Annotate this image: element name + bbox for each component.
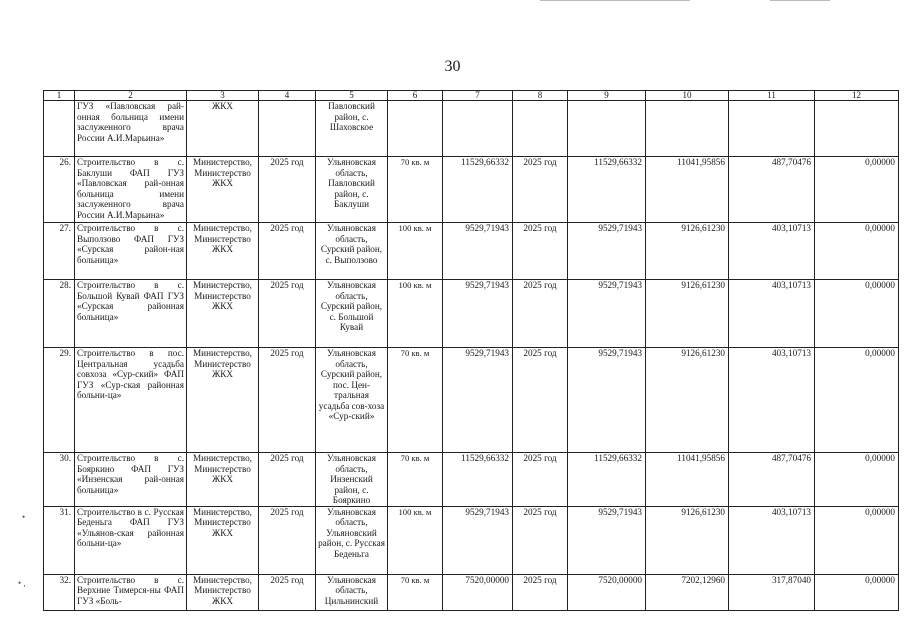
table-cell-c2: Строительство в с. Бояркино ФАП ГУЗ «Инзенская рай-онная больница» xyxy=(75,453,187,507)
table-cell-c9: 9529,71943 xyxy=(568,348,646,453)
table-cell-c6: 100 кв. м xyxy=(388,223,443,280)
table-cell-c1: 31. xyxy=(44,506,75,574)
table-cell-c12: 0,00000 xyxy=(815,348,899,453)
table-cell-c2: Строительство в с. Русская Беденьга ФАП ГУЗ «Ульянов-ская районная больни-ца» xyxy=(75,506,187,574)
table-cell-c2: Строительство в с. Выползово ФАП ГУЗ «Сурская район-ная больница» xyxy=(75,223,187,280)
table-cell-c12: 0,00000 xyxy=(815,223,899,280)
table-cell-c3: Министерство, Министерство ЖКХ xyxy=(187,223,259,280)
table-cell-c10: 9126,61230 xyxy=(646,348,729,453)
table-cell-c1: 26. xyxy=(44,157,75,223)
table-cell-c10: 11041,95856 xyxy=(646,157,729,223)
data-table xyxy=(43,90,899,611)
scan-edge-line xyxy=(540,0,690,1)
table-cell-c11: 487,70476 xyxy=(729,453,815,507)
header-cell: 8 xyxy=(513,91,568,101)
table-cell-c5: Ульяновская область, Павловский район, с. Баклуши xyxy=(316,157,388,223)
table-cell-c9: 11529,66332 xyxy=(568,157,646,223)
table-row xyxy=(44,453,899,507)
table-cell-c2: ГУЗ «Павловская рай-онная больница имени заслуженного врача России А.И.Марьина» xyxy=(75,101,187,157)
table-row xyxy=(44,280,899,348)
table-body xyxy=(44,91,899,611)
table-cell-c2: Строительство в с. Верхние Тимерся-ны ФАП ГУЗ «Боль- xyxy=(75,574,187,610)
table-row xyxy=(44,223,899,280)
table-header-row xyxy=(44,91,899,101)
table-cell-c1: 27. xyxy=(44,223,75,280)
header-cell: 10 xyxy=(646,91,729,101)
table-cell-c9: 7520,00000 xyxy=(568,574,646,610)
table-cell-c8: 2025 год xyxy=(513,506,568,574)
table-cell-c11: 487,70476 xyxy=(729,157,815,223)
table-cell-c8: 2025 год xyxy=(513,453,568,507)
table-cell-c11: 403,10713 xyxy=(729,280,815,348)
table-row xyxy=(44,574,899,610)
table-cell-c6: 70 кв. м xyxy=(388,157,443,223)
header-cell: 9 xyxy=(568,91,646,101)
table-cell-c12: 0,00000 xyxy=(815,280,899,348)
table-cell-c3: Министерство, Министерство ЖКХ xyxy=(187,506,259,574)
page-number: 30 xyxy=(444,58,461,75)
table-cell-c8: 2025 год xyxy=(513,348,568,453)
table-cell-c5: Ульяновская область, Инзенский район, с. Бояркино xyxy=(316,453,388,507)
table-cell-c8: 2025 год xyxy=(513,574,568,610)
table-cell-c5: Ульяновская область, Сурский район, с. Выползово xyxy=(316,223,388,280)
table-cell-c10: 9126,61230 xyxy=(646,506,729,574)
header-cell: 2 xyxy=(75,91,187,101)
table-cell-c8 xyxy=(513,101,568,157)
table-cell-c11: 403,10713 xyxy=(729,506,815,574)
header-cell: 7 xyxy=(443,91,513,101)
table-cell-c11: 403,10713 xyxy=(729,223,815,280)
header-cell: 6 xyxy=(388,91,443,101)
table-cell-c7: 7520,00000 xyxy=(443,574,513,610)
table-cell-c9: 11529,66332 xyxy=(568,453,646,507)
table-cell-c2: Строительство в с. Баклуши ФАП ГУЗ «Павловская рай-онная больница имени заслуженного врача России А.И.Марьина» xyxy=(75,157,187,223)
table-cell-c1: 32. xyxy=(44,574,75,610)
table-cell-c9: 9529,71943 xyxy=(568,506,646,574)
table-cell-c12: 0,00000 xyxy=(815,453,899,507)
table-cell-c9: 9529,71943 xyxy=(568,223,646,280)
margin-mark: • , xyxy=(18,578,26,588)
table-cell-c10 xyxy=(646,101,729,157)
table-row xyxy=(44,157,899,223)
table-cell-c11: 403,10713 xyxy=(729,348,815,453)
table-cell-c4: 2025 год xyxy=(259,280,316,348)
table-cell-c12: 0,00000 xyxy=(815,506,899,574)
table-cell-c1: 29. xyxy=(44,348,75,453)
header-cell: 11 xyxy=(729,91,815,101)
header-cell: 3 xyxy=(187,91,259,101)
table-cell-c10: 9126,61230 xyxy=(646,280,729,348)
table-cell-c7: 11529,66332 xyxy=(443,157,513,223)
table-row xyxy=(44,348,899,453)
margin-mark: • xyxy=(22,512,26,522)
table-cell-c7: 9529,71943 xyxy=(443,280,513,348)
table-cell-c3: ЖКХ xyxy=(187,101,259,157)
table-cell-c5: Ульяновская область, Цильнинский xyxy=(316,574,388,610)
table-cell-c3: Министерство, Министерство ЖКХ xyxy=(187,348,259,453)
table-cell-c1 xyxy=(44,101,75,157)
table-cell-c4: 2025 год xyxy=(259,157,316,223)
table-cell-c6: 70 кв. м xyxy=(388,453,443,507)
table-cell-c5: Ульяновская область, Сурский район, с. Большой Кувай xyxy=(316,280,388,348)
table-cell-c6: 70 кв. м xyxy=(388,574,443,610)
header-cell: 4 xyxy=(259,91,316,101)
table-row xyxy=(44,506,899,574)
table-cell-c12: 0,00000 xyxy=(815,574,899,610)
header-cell: 5 xyxy=(316,91,388,101)
table-cell-c5: Павловский район, с. Шаховское xyxy=(316,101,388,157)
scan-edge-line xyxy=(770,0,830,1)
table-cell-c5: Ульяновская область, Сурский район, пос. Цен-тральная усадьба сов-хоза «Сур-ский» xyxy=(316,348,388,453)
table-cell-c11: 317,87040 xyxy=(729,574,815,610)
table-cell-c6 xyxy=(388,101,443,157)
table-cell-c8: 2025 год xyxy=(513,223,568,280)
table-cell-c3: Министерство, Министерство ЖКХ xyxy=(187,157,259,223)
table-cell-c10: 7202,12960 xyxy=(646,574,729,610)
table-cell-c7: 9529,71943 xyxy=(443,348,513,453)
table-cell-c4: 2025 год xyxy=(259,348,316,453)
table-cell-c9 xyxy=(568,101,646,157)
table-cell-c5: Ульяновская область, Ульяновский район, с. Русская Беденьга xyxy=(316,506,388,574)
header-cell: 1 xyxy=(44,91,75,101)
table-cell-c7 xyxy=(443,101,513,157)
table-cell-c2: Строительство в с. Большой Кувай ФАП ГУЗ «Сурская районная больница» xyxy=(75,280,187,348)
table-cell-c3: Министерство, Министерство ЖКХ xyxy=(187,574,259,610)
table-cell-c4: 2025 год xyxy=(259,223,316,280)
table-cell-c7: 11529,66332 xyxy=(443,453,513,507)
table-cell-c3: Министерство, Министерство ЖКХ xyxy=(187,280,259,348)
table-cell-c6: 100 кв. м xyxy=(388,506,443,574)
table-cell-c4: 2025 год xyxy=(259,506,316,574)
table-cell-c2: Строительство в пос. Центральная усадьба совхоза «Сур-ский» ФАП ГУЗ «Сур-ская районная больни-ца» xyxy=(75,348,187,453)
table-cell-c10: 11041,95856 xyxy=(646,453,729,507)
table-cell-c4 xyxy=(259,101,316,157)
table-row xyxy=(44,101,899,157)
header-cell: 12 xyxy=(815,91,899,101)
table-cell-c6: 70 кв. м xyxy=(388,348,443,453)
table-cell-c7: 9529,71943 xyxy=(443,506,513,574)
table-cell-c6: 100 кв. м xyxy=(388,280,443,348)
table-cell-c1: 28. xyxy=(44,280,75,348)
table-cell-c1: 30. xyxy=(44,453,75,507)
table-cell-c4: 2025 год xyxy=(259,453,316,507)
table-cell-c11 xyxy=(729,101,815,157)
table-cell-c10: 9126,61230 xyxy=(646,223,729,280)
table-cell-c4: 2025 год xyxy=(259,574,316,610)
table-cell-c7: 9529,71943 xyxy=(443,223,513,280)
table-cell-c9: 9529,71943 xyxy=(568,280,646,348)
table-cell-c8: 2025 год xyxy=(513,280,568,348)
table-cell-c8: 2025 год xyxy=(513,157,568,223)
table-cell-c12: 0,00000 xyxy=(815,157,899,223)
table-cell-c12 xyxy=(815,101,899,157)
table-cell-c3: Министерство, Министерство ЖКХ xyxy=(187,453,259,507)
